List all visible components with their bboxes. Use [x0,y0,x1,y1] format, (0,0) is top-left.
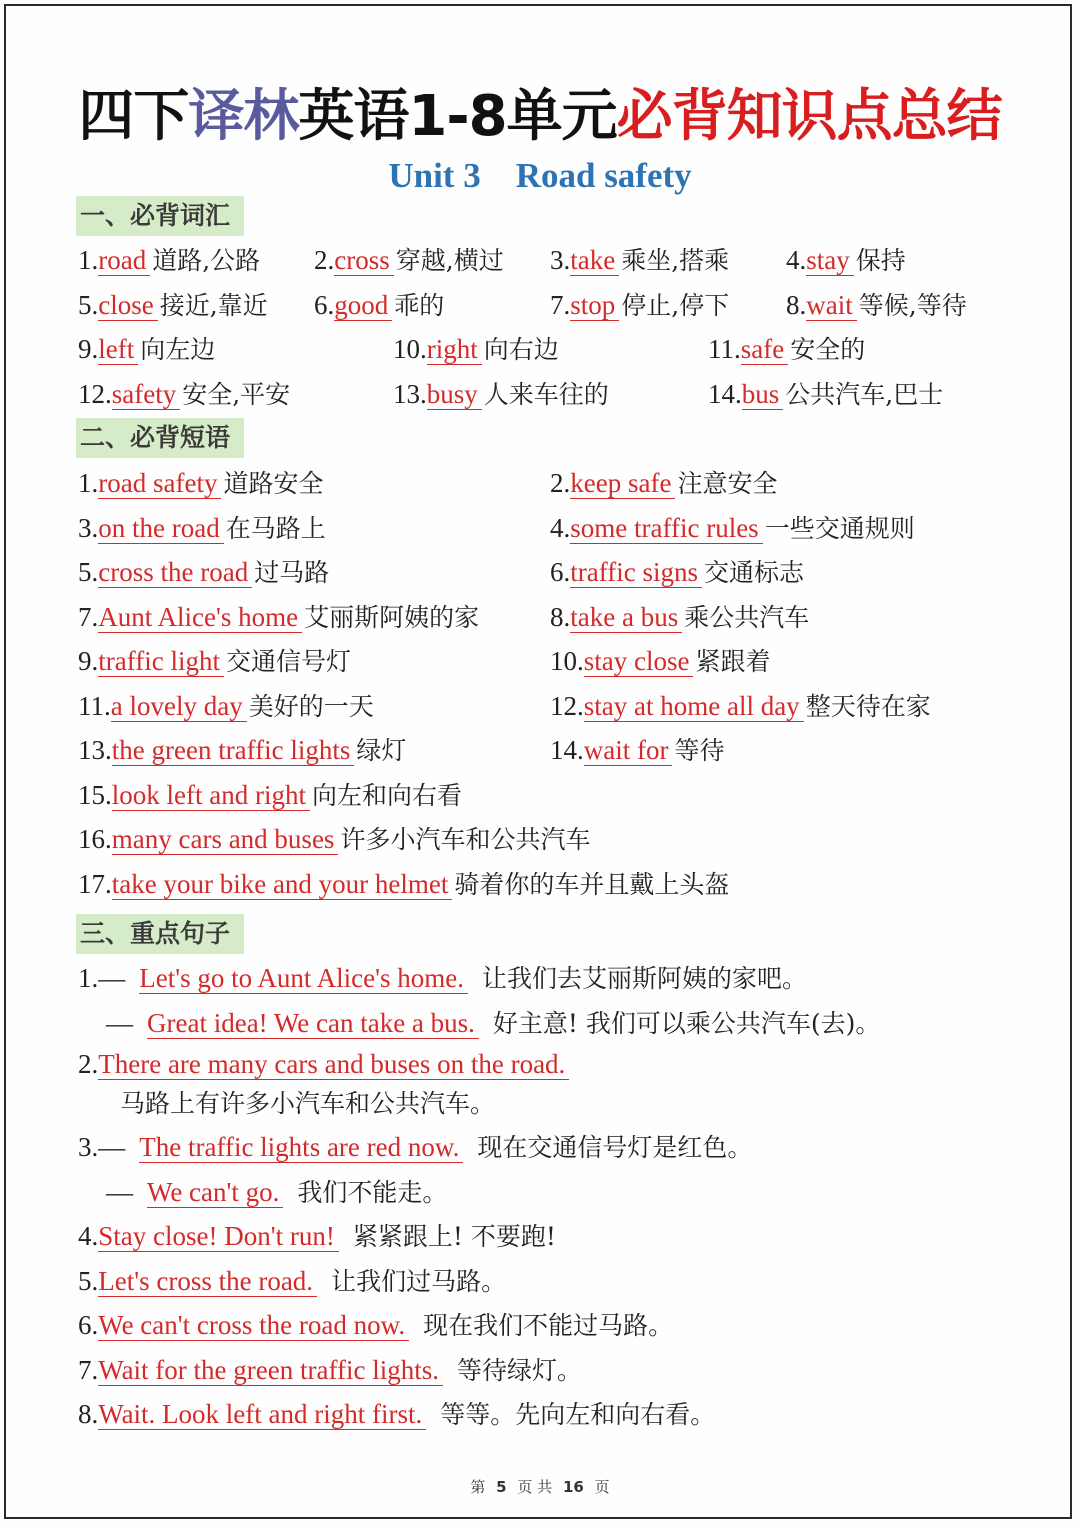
section-phrases-heading: 二、必背短语 [76,418,244,458]
vocab-chinese: 安全,平安 [182,380,291,409]
sentences-item [78,1354,582,1387]
sentences-dash: — [106,1177,133,1207]
phrases-chinese: 过马路 [254,558,330,587]
phrases-english: cross the road [98,557,252,588]
phrases-number: 8. [550,602,571,632]
sentences-item [78,962,807,995]
vocab-chinese: 道路,公路 [152,246,261,275]
vocab-item [708,378,943,411]
phrases-item [78,512,326,545]
sentences-item [106,1176,447,1209]
sentences-english: Stay close! Don't run! [98,1221,339,1252]
vocab-english: wait [806,290,857,321]
sentences-english: There are many cars and buses on the road. [98,1049,569,1080]
phrases-english: traffic light [98,646,224,677]
vocab-number: 12. [78,379,112,409]
phrases-item [550,690,931,723]
vocab-english: safety [112,379,180,410]
phrases-chinese: 艾丽斯阿姨的家 [304,603,480,632]
vocab-number: 3. [550,245,571,275]
title-part-4: 必背知识点总结 [616,84,1002,149]
vocab-english: right [427,334,482,365]
vocab-item [786,244,906,277]
phrases-item [78,467,323,500]
vocab-english: left [98,334,138,365]
phrases-number: 16. [78,824,112,854]
phrases-english: look left and right [112,780,310,811]
phrases-number: 5. [78,557,99,587]
phrases-number: 10. [550,646,584,676]
sentences-number: 6. [78,1310,99,1340]
phrases-item [78,779,462,812]
phrases-english: the green traffic lights [112,735,355,766]
phrases-english: a lovely day [111,691,247,722]
phrases-item [78,823,590,856]
sentences-number: 8. [78,1399,99,1429]
phrases-chinese: 交通标志 [703,558,804,587]
sentences-number: 2. [78,1049,99,1079]
phrases-english: take a bus [570,602,682,633]
sentences-chinese: 让我们过马路。 [331,1267,507,1296]
vocab-chinese: 安全的 [790,335,866,364]
phrases-chinese: 等待 [674,736,725,765]
sentences-english: Great idea! We can take a bus. [147,1008,479,1039]
phrases-item [78,690,374,723]
phrases-item [550,645,771,678]
phrases-english: some traffic rules [570,513,762,544]
section-vocab-heading: 一、必背词汇 [76,196,244,236]
sentences-chinese: 等待绿灯。 [456,1356,582,1385]
vocab-chinese: 公共汽车,巴士 [785,380,944,409]
sentences-chinese: 紧紧跟上! 不要跑! [352,1222,556,1251]
phrases-number: 4. [550,513,571,543]
vocab-number: 7. [550,290,571,320]
phrases-item [78,645,351,678]
page-title [0,72,1080,152]
footer-pre: 第 [470,1478,486,1496]
phrases-chinese: 绿灯 [356,736,407,765]
vocab-chinese: 接近,靠近 [159,291,268,320]
footer-page-number: 5 [496,1478,507,1496]
vocab-english: busy [427,379,482,410]
footer-mid: 页 共 [517,1478,553,1496]
vocab-english: cross [334,245,394,276]
vocab-item [550,244,729,277]
vocab-english: road [98,245,150,276]
vocab-item [708,333,865,366]
sentences-number: 5. [78,1266,99,1296]
vocab-number: 10. [393,334,427,364]
sentences-chinese: 马路上有许多小汽车和公共汽车。 [120,1089,496,1118]
phrases-item [550,734,724,767]
title-part-3: 英语1-8单元 [298,84,617,149]
phrases-chinese: 一些交通规则 [764,514,915,543]
sentences-item [78,1309,673,1342]
phrases-number: 3. [78,513,99,543]
vocab-item [393,333,559,366]
phrases-chinese: 许多小汽车和公共汽车 [340,825,591,854]
sentences-number: 7. [78,1355,99,1385]
phrases-item [78,556,329,589]
phrases-english: traffic signs [570,557,702,588]
sentences-item [78,1398,715,1431]
phrases-chinese: 交通信号灯 [225,647,351,676]
phrases-number: 6. [550,557,571,587]
phrases-number: 2. [550,468,571,498]
sentences-chinese: 现在我们不能过马路。 [423,1311,674,1340]
title-part-2: 译林 [188,84,299,149]
sentences-chinese: 让我们去艾丽斯阿姨的家吧。 [481,964,807,993]
phrases-chinese: 在马路上 [225,514,326,543]
phrases-chinese: 整天待在家 [805,692,931,721]
vocab-english: bus [742,379,784,410]
vocab-item [78,289,268,322]
vocab-item [78,244,260,277]
phrases-number: 11. [78,691,111,721]
vocab-chinese: 向右边 [483,335,559,364]
phrases-number: 7. [78,602,99,632]
sentences-item [78,1131,752,1164]
sentences-item [78,1220,556,1253]
vocab-chinese: 人来车往的 [483,380,609,409]
vocab-chinese: 等候,等待 [858,291,967,320]
sentences-english: The traffic lights are red now. [139,1132,463,1163]
phrases-chinese: 道路安全 [223,469,324,498]
phrases-english: stay close [584,646,694,677]
sentences-item [78,1048,571,1081]
phrases-item [78,734,406,767]
vocab-number: 11. [708,334,741,364]
unit-title: Unit 3 Road safety [388,156,692,195]
vocab-chinese: 乘坐,搭乘 [621,246,730,275]
phrases-number: 13. [78,735,112,765]
vocab-english: stop [570,290,619,321]
phrases-number: 14. [550,735,584,765]
phrases-item [550,556,804,589]
vocab-chinese: 穿越,横过 [395,246,504,275]
phrases-number: 17. [78,869,112,899]
vocab-chinese: 向左边 [140,335,216,364]
phrases-item [550,601,809,634]
vocab-number: 14. [708,379,742,409]
sentences-english: Wait for the green traffic lights. [98,1355,443,1386]
vocab-number: 5. [78,290,99,320]
vocab-item [78,333,215,366]
phrases-english: on the road [98,513,223,544]
phrases-english: keep safe [570,468,675,499]
vocab-english: take [570,245,619,276]
phrases-number: 1. [78,468,99,498]
footer-post: 页 [594,1478,610,1496]
sentences-chinese: 我们不能走。 [297,1178,448,1207]
vocab-chinese: 保持 [855,246,906,275]
vocab-number: 1. [78,245,99,275]
phrases-item [78,868,729,901]
vocab-chinese: 乖的 [394,291,445,320]
phrases-chinese: 骑着你的车并且戴上头盔 [454,870,730,899]
phrases-chinese: 紧跟着 [695,647,771,676]
sentences-number: 3. [78,1132,99,1162]
sentences-english: We can't cross the road now. [98,1310,409,1341]
sentences-english: Wait. Look left and right first. [98,1399,426,1430]
vocab-number: 2. [314,245,335,275]
sentences-english: Let's go to Aunt Alice's home. [139,963,468,994]
vocab-item [550,289,729,322]
phrases-chinese: 美好的一天 [248,692,374,721]
phrases-english: many cars and buses [112,824,339,855]
section-sentences-heading: 三、重点句子 [76,914,244,954]
phrases-number: 9. [78,646,99,676]
phrases-english: stay at home all day [584,691,804,722]
phrases-english: take your bike and your helmet [112,869,453,900]
vocab-number: 13. [393,379,427,409]
vocab-number: 9. [78,334,99,364]
phrases-english: road safety [98,468,221,499]
vocab-chinese: 停止,停下 [621,291,730,320]
vocab-item [314,289,444,322]
phrases-english: Aunt Alice's home [98,602,302,633]
vocab-english: good [334,290,392,321]
phrases-item [78,601,479,634]
page-footer [0,1476,1080,1497]
sentences-english: Let's cross the road. [98,1266,317,1297]
sentences-item [78,1265,506,1298]
vocab-english: safe [741,334,788,365]
vocab-item [314,244,504,277]
vocab-number: 6. [314,290,335,320]
vocab-number: 8. [786,290,807,320]
sentences-item [106,1007,880,1040]
phrases-number: 12. [550,691,584,721]
phrases-chinese: 乘公共汽车 [684,603,810,632]
vocab-english: stay [806,245,854,276]
vocab-english: close [98,290,157,321]
footer-total-pages: 16 [562,1478,584,1496]
vocab-item [78,378,290,411]
phrases-english: wait for [584,735,673,766]
phrases-chinese: 注意安全 [677,469,778,498]
sentences-chinese: 好主意! 我们可以乘公共汽车(去)。 [492,1009,881,1038]
vocab-item [786,289,967,322]
phrases-item [550,512,915,545]
sentences-number: 1. [78,963,99,993]
sentences-number: 4. [78,1221,99,1251]
sentences-dash: — [106,1008,133,1038]
sentences-english: We can't go. [147,1177,283,1208]
phrases-number: 15. [78,780,112,810]
sentences-item [106,1087,495,1120]
sentences-dash: — [98,1132,126,1162]
vocab-item [393,378,609,411]
title-part-1: 四下 [78,84,189,149]
sentences-dash: — [98,963,126,993]
sentences-chinese: 等等。先向左和向右看。 [440,1400,716,1429]
phrases-item [550,467,777,500]
phrases-chinese: 向左和向右看 [311,781,462,810]
sentences-chinese: 现在交通信号灯是红色。 [477,1133,753,1162]
vocab-number: 4. [786,245,807,275]
